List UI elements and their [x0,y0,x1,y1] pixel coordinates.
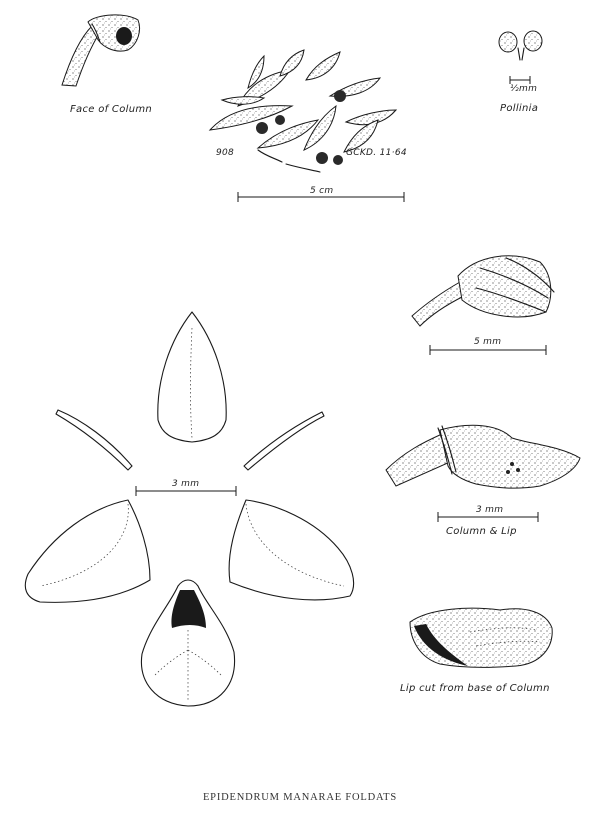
perianth-dissection [25,312,353,706]
lip-cut-label: Lip cut from base of Column [400,683,550,694]
plant-habit-drawing [210,50,404,202]
flower-scale-label: 5 mm [474,337,502,347]
plate-caption: EPIDENDRUM MANARAE FOLDATS [202,792,398,803]
column-face-drawing [62,15,140,86]
plant-scale-label: 5 cm [310,186,334,196]
face-of-column-label: Face of Column [70,104,153,115]
pollinia-label: Pollinia [500,103,539,114]
perianth-scale-label: 3 mm [172,479,200,489]
lip-cut-drawing [410,608,552,667]
column-and-lip-label: Column & Lip [446,526,517,537]
pollinia-drawing [499,31,542,84]
pollinia-scale-label: ½mm [510,84,538,94]
collector-label: GCKD. 11·64 [346,148,407,158]
specimen-number-label: 908 [216,148,235,158]
column-lip-scale-label: 3 mm [476,505,504,515]
